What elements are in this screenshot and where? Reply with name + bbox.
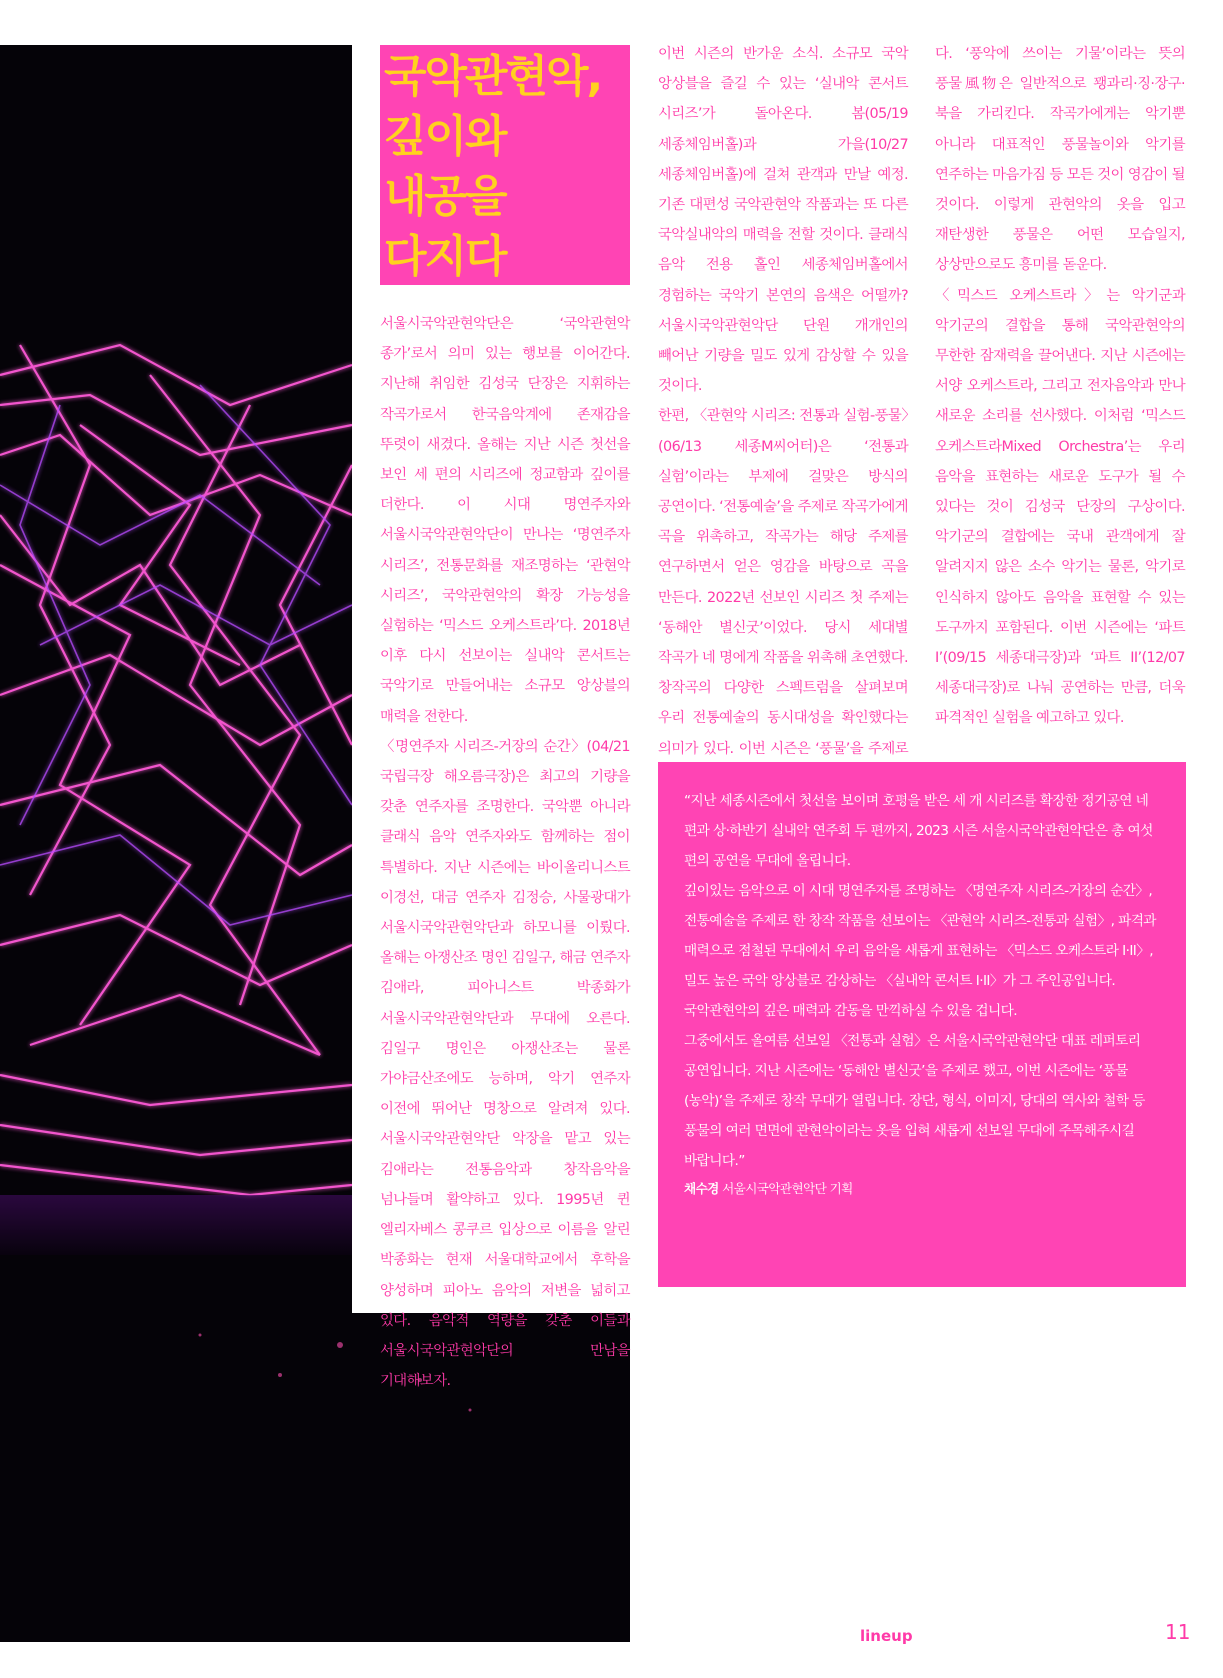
title-line: 깊이와 <box>384 111 506 162</box>
footer-brand: lineup <box>860 1627 913 1645</box>
title-line: 내공을 <box>384 171 506 222</box>
credit-role: 서울시국악관현악단 기획 <box>722 1181 853 1196</box>
paragraph: 서울시국악관현악단은 ‘국악관현악 종가’로서 의미 있는 행보를 이어간다. 지난해 취임한 김성국 단장은 지휘하는 작곡가로서 한국음악계에 존재감을 뚜렷이 새겼다. 올해는 지난 시즌 첫선을 보인 세 편의 시리즈에 정교함과 깊이를 더한다. 이 시대 명연주자와 서울시국악관현악단이 만나는 ‘명연주자 시리즈’, 전통문화를 재조명하는 ‘관현악 시리즈’, 국악관현악의 확장 가능성을 실험하는 ‘믹스드 오케스트라’다. 2018년 이후 다시 선보이는 실내악 콘서트는 국악기로 만들어내는 소규모 앙상블의 매력을 전한다. <box>380 316 630 725</box>
paragraph: 이번 시즌의 반가운 소식. 소규모 국악 앙상블을 즐길 수 있는 ‘실내악 콘서트 시리즈’가 돌아온다. 봄(05/19 세종체임버홀)과 가을(10/27 세종체임버홀)에 걸쳐 관객과 만날 예정. 기존 대편성 국악관현악 작품과는 또 다른 국악실내악의 매력을 전할 것이다. 클래식 음악 전용 홀인 세종체임버홀에서 경험하는 국악기 본연의 음색은 어떨까? 서울시국악관현악단 단원 개개인의 빼어난 기량을 밀도 있게 감상할 수 있을 것이다. <box>658 46 908 395</box>
paragraph: 한편, 〈관현악 시리즈: 전통과 실험-풍물〉(06/13 세종M씨어터)은 ‘전통과 실험’이라는 부제에 걸맞은 방식의 공연이다. ‘전통예술’을 주제로 작곡가에게 곡을 위촉하고, 작곡가는 해당 주제를 연구하면서 얻은 영감을 바탕으로 곡을 만든다. 2022년 선보인 시리즈 첫 주제는 ‘동해안 별신굿’이었다. 당시 세대별 작곡가 네 명에게 작품을 위촉해 초연했다. 창작곡의 다양한 스펙트럼을 살펴보며 우리 전통예술의 동시대성을 확인했다는 의미가 있다. 이번 시즌은 ‘풍물’을 주제로 <box>658 408 908 757</box>
title-line: 국악관현악, <box>384 51 602 102</box>
page-number: 11 <box>1165 1620 1191 1644</box>
title-line: 다지다 <box>384 231 506 282</box>
quote-paragraph: “지난 세종시즌에서 첫선을 보이며 호평을 받은 세 개 시리즈를 확장한 정기공연 네 편과 상·하반기 실내악 연주회 두 편까지, 2023 시즌 서울시국악관현악단은 총 여섯 편의 공연을 무대에 올립니다. <box>684 793 1153 869</box>
quote-paragraph: 깊이있는 음악으로 이 시대 명연주자를 조명하는 〈명연주자 시리즈-거장의 순간〉, 전통예술을 주제로 한 창작 작품을 선보이는 〈관현악 시리즈-전통과 실험〉, 파격과 매력으로 점철된 무대에서 우리 음악을 새롭게 표현하는 〈믹스드 오케스트라 I·II〉, 밀도 높은 국악 앙상블로 감상하는 〈실내악 콘서트 I·II〉가 그 주인공입니다. 국악관현악의 깊은 매력과 감동을 만끽하실 수 있을 겁니다. <box>684 883 1156 1019</box>
quote-credit <box>684 1176 1160 1202</box>
paragraph: 다. ‘풍악에 쓰이는 기물’이라는 뜻의 풍물風物은 일반적으로 꽹과리·징·장구·북을 가리킨다. 작곡가에게는 악기뿐 아니라 대표적인 풍물놀이와 악기를 연주하는 마음가짐 등 모든 것이 영감이 될 것이다. 이렇게 관현악의 옷을 입고 재탄생한 풍물은 어떤 모습일지, 상상만으로도 흥미를 돋운다. <box>935 46 1185 274</box>
quote-paragraph: 그중에서도 올여름 선보일 〈전통과 실험〉은 서울시국악관현악단 대표 레퍼토리 공연입니다. 지난 시즌에는 ‘동해안 별신굿’을 주제로 했고, 이번 시즌에는 ‘풍물(농악)’을 주제로 창작 무대가 열립니다. 장단, 형식, 이미지, 당대의 역사와 철학 등 풍물의 여러 면면에 관현악이라는 옷을 입혀 새롭게 선보일 무대에 주목해주시길 바랍니다.” <box>684 1033 1145 1169</box>
article-column-3 <box>935 39 1185 734</box>
paragraph: 〈믹스드 오케스트라〉는 악기군과 악기군의 결합을 통해 국악관현악의 무한한 잠재력을 끌어낸다. 지난 시즌에는 서양 오케스트라, 그리고 전자음악과 만나 새로운 소리를 선사했다. 이처럼 ‘믹스드 오케스트라Mixed Orchestra’는 우리 음악을 표현하는 새로운 도구가 될 수 있다는 것이 김성국 단장의 구상이다. 악기군의 결합에는 국내 관객에게 잘 알려지지 않은 소수 악기는 물론, 악기로 인식하지 않아도 음악을 표현할 수 있는 도구까지 포함된다. 이번 시즌에는 ‘파트 I’(09/15 세종대극장)과 ‘파트 II’(12/07 세종대극장)로 나눠 공연하는 만큼, 더욱 파격적인 실험을 예고하고 있다. <box>935 287 1185 727</box>
article-column-2 <box>658 39 908 794</box>
paragraph: 〈명연주자 시리즈-거장의 순간〉(04/21 국립극장 해오름극장)은 최고의 기량을 갖춘 연주자를 조명한다. 국악뿐 아니라 클래식 음악 연주자와도 함께하는 점이 특별하다. 지난 시즌에는 바이올리니스트 이경선, 대금 연주자 김정승, 사물광대가 서울시국악관현악단과 하모니를 이뤘다. 올해는 아쟁산조 명인 김일구, 해금 연주자 김애라, 피아니스트 박종화가 서울시국악관현악단과 무대에 오른다. 김일구 명인은 아쟁산조는 물론 가야금산조에도 능하며, 악기 연주자 이전에 뛰어난 명창으로 알려져 있다. 서울시국악관현악단 악장을 맡고 있는 김애라는 전통음악과 창작음악을 넘나들며 활약하고 있다. 1995년 퀸 엘리자베스 콩쿠르 입상으로 이름을 알린 박종화는 현재 서울대학교에서 후학을 양성하며 피아노 음악의 저변을 넓히고 있다. 음악적 역량을 갖춘 이들과 서울시국악관현악단의 만남을 기대해보자. <box>380 738 630 1390</box>
credit-name: 채수경 <box>684 1181 719 1196</box>
article-column-1 <box>380 309 630 1396</box>
pull-quote-box <box>658 762 1186 1287</box>
title-box <box>380 45 630 285</box>
